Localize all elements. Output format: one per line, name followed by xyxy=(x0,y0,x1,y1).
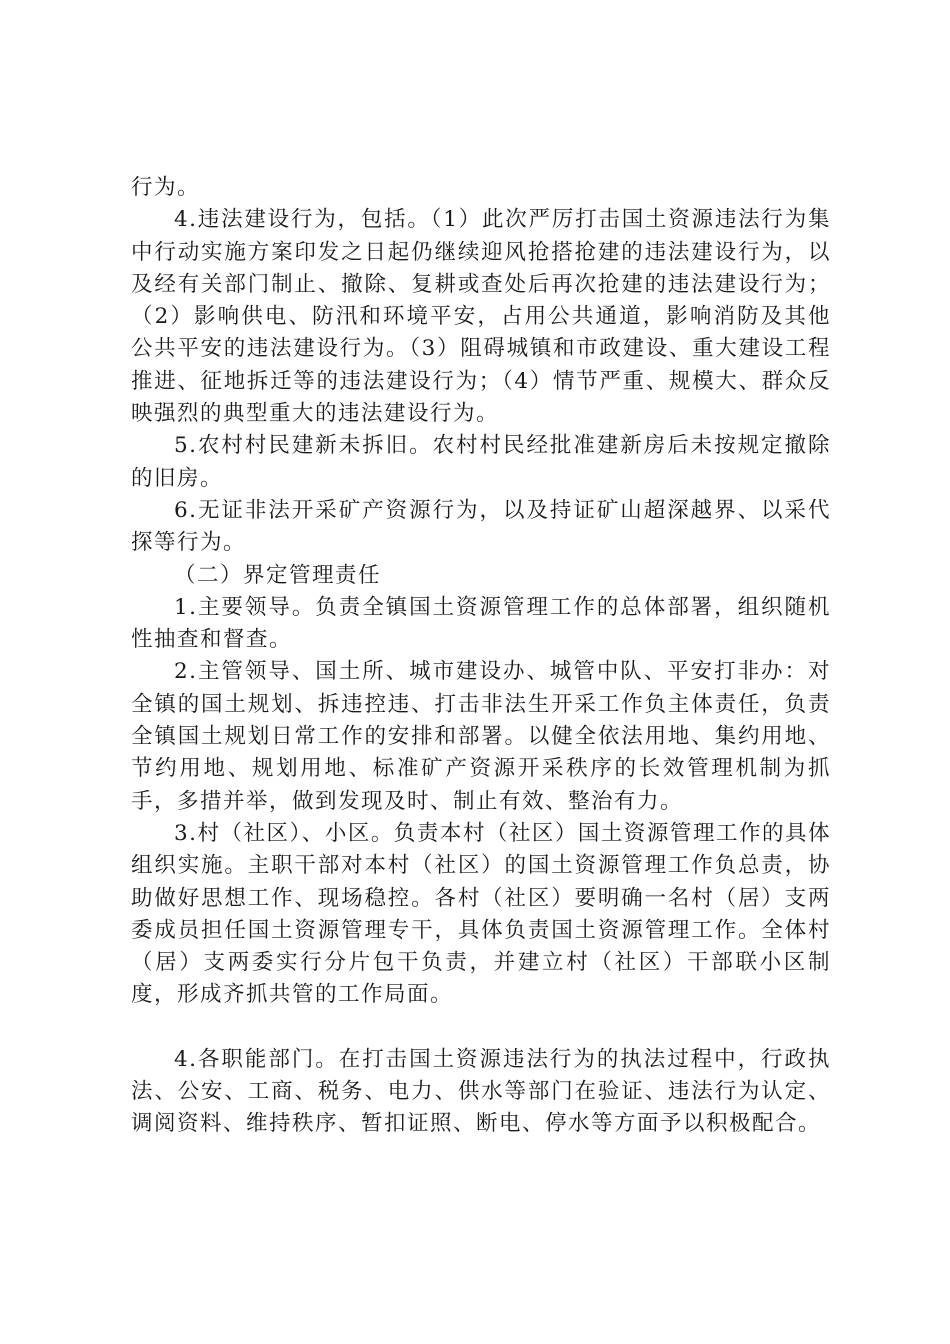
document-body xyxy=(131,172,831,1141)
paragraph-duty-1: 1.主要领导。负责全镇国土资源管理工作的总体部署，组织随机性抽查和督查。 xyxy=(131,594,831,653)
section-heading: （二）界定管理责任 xyxy=(174,562,382,588)
paragraph-duty-2: 2.主管领导、国土所、城市建设办、城管中队、平安打非办：对全镇的国土规划、拆违控违、打击非法生开采工作负主体责任，负责全镇国土规划日常工作的安排和部署。以健全依法用地、集约用地、节约用地、规划用地、标准矿产资源开采秩序的长效管理机制为抓手，多措并举，做到发现及时、制止有效、整治有力。 xyxy=(131,659,831,814)
paragraph-duty-4: 4.各职能部门。在打击国土资源违法行为的执法过程中，行政执法、公安、工商、税务、电力、供水等部门在验证、违法行为认定、调阅资料、维持秩序、暂扣证照、断电、停水等方面予以积极配合。 xyxy=(131,1046,831,1137)
paragraph-item-6: 6.无证非法开采矿产资源行为，以及持证矿山超深越界、以采代探等行为。 xyxy=(131,497,831,556)
paragraph-item-4: 4.违法建设行为，包括。（1）此次严厉打击国土资源违法行为集中行动实施方案印发之日起仍继续迎风抢搭抢建的违法建设行为，以及经有关部门制止、撤除、复耕或查处后再次抢建的违法建设行为；（2）影响供电、防汛和环境平安，占用公共通道，影响消防及其他公共平安的违法建设行为。（3）阻碍城镇和市政建设、重大建设工程推进、征地拆迁等的违法建设行为；（4）情节严重、规模大、群众反映强烈的典型重大的违法建设行为。 xyxy=(131,207,831,427)
paragraph-duty-3: 3.村（社区）、小区。负责本村（社区）国土资源管理工作的具体组织实施。主职干部对本村（社区）的国土资源管理工作负总责，协助做好思想工作、现场稳控。各村（社区）要明确一名村（居）支两委成员担任国土资源管理专干，具体负责国土资源管理工作。全体村（居）支两委实行分片包干负责，并建立村（社区）干部联小区制度，形成齐抓共管的工作局面。 xyxy=(131,820,831,1008)
paragraph-continuation: 行为。 xyxy=(131,175,201,200)
paragraph-item-5: 5.农村村民建新未拆旧。农村村民经批准建新房后未按规定撤除的旧房。 xyxy=(131,433,831,491)
